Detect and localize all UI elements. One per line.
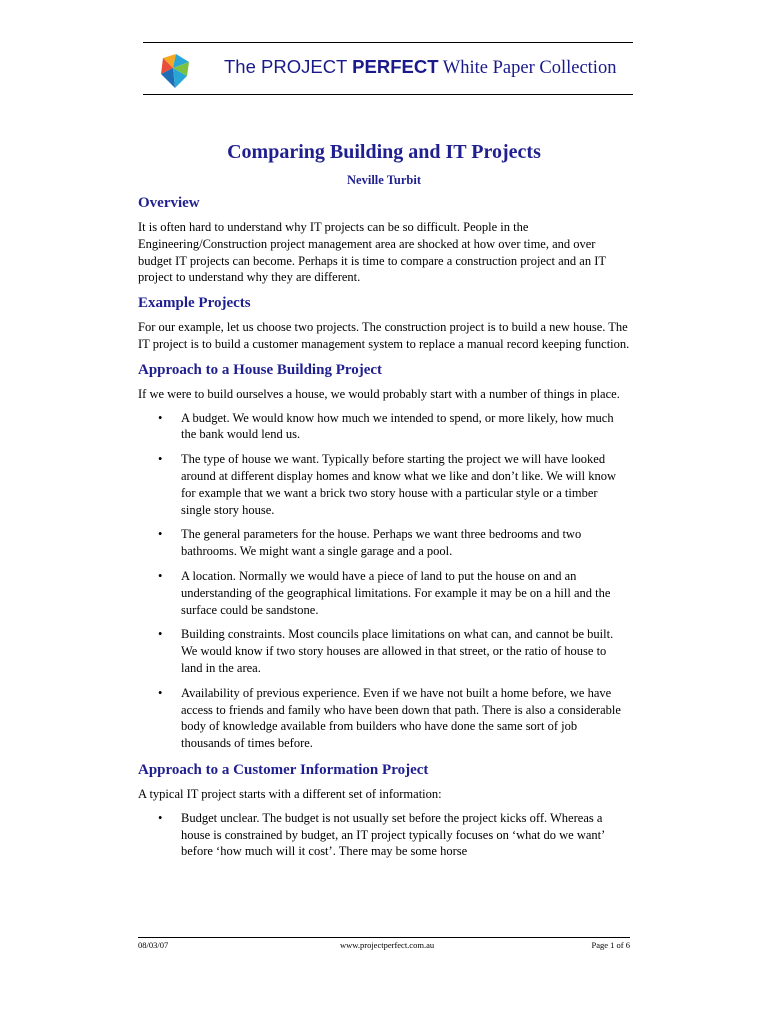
list-item: [138, 410, 630, 444]
section-heading: Example Projects: [138, 295, 251, 312]
header-title: [224, 56, 616, 79]
bullet-icon: •: [158, 627, 163, 642]
footer-page-number: Page 1 of 6: [591, 940, 630, 950]
list-item-text: A location. Normally we would have a piece of land to put the house on and an understanding of the geographical limitations. For example it may be on a hill and the surface could be sandstone.: [181, 568, 611, 617]
bullet-icon: •: [158, 527, 163, 542]
section-customer-project: [138, 760, 630, 860]
list-item: [138, 810, 630, 860]
section-heading: Overview: [138, 195, 200, 211]
document-body: [138, 193, 630, 868]
list-item-text: Building constraints. Most councils place limitations on what can, and cannot be built. We would know if two story houses are allowed in that street, or the ratio of house to land in the area.: [181, 627, 614, 675]
bullet-list: [138, 410, 630, 752]
list-item-text: The general parameters for the house. Perhaps we want three bedrooms and two bathrooms. We might want a single garage and a pool.: [181, 527, 582, 559]
document-author: Neville Turbit: [347, 173, 421, 187]
bullet-icon: •: [158, 452, 163, 467]
bullet-icon: •: [158, 685, 163, 700]
header-top-rule: [143, 42, 633, 43]
list-item: [138, 685, 630, 752]
list-item: [138, 626, 630, 676]
header-prefix: The PROJECT: [224, 56, 353, 77]
list-item-text: Budget unclear. The budget is not usually set before the project kicks off. Whereas a house is constrained by budget, an IT project typically focuses on ‘what do we want’ before ‘how much will it cost’. There may be some horse: [181, 810, 605, 859]
bullet-list: [138, 810, 630, 860]
list-item-text: A budget. We would know how much we intended to spend, or more likely, how much the bank would lend us.: [181, 410, 614, 442]
paragraph: It is often hard to understand why IT projects can be so difficult. People in the Engineering/Construction project management area are shocked at how over time, and over budget IT projects can become. Perhaps it is time to compare a construction project and an IT project to understand why they are different.: [138, 220, 606, 285]
list-item-text: Availability of previous experience. Even if we have not built a home before, we have access to friends and family who have been down that path. There is also a considerable body of knowledge available from builders who have done the same sort of job thousands of times before.: [181, 685, 621, 751]
header-suffix: White Paper Collection: [438, 58, 617, 78]
paragraph: A typical IT project starts with a different set of information:: [138, 786, 442, 801]
list-item: [138, 526, 630, 560]
section-heading: Approach to a House Building Project: [138, 361, 383, 378]
section-heading: Approach to a Customer Information Project: [138, 761, 429, 778]
header-brand: PERFECT: [352, 56, 439, 77]
footer-rule: [138, 937, 630, 938]
list-item: [138, 451, 630, 518]
bullet-icon: •: [158, 410, 163, 425]
footer-date: 08/03/07: [138, 940, 169, 950]
header-bottom-rule: [143, 94, 633, 95]
section-example-projects: [138, 293, 630, 353]
section-house-project: [138, 360, 630, 752]
list-item: [138, 568, 630, 618]
project-perfect-logo-icon: [157, 52, 195, 90]
footer-url: www.projectperfect.com.au: [340, 940, 435, 950]
list-item-text: The type of house we want. Typically before starting the project we will have looked around at different display homes and know what we like and don’t like. We will know for example that we want a brick two story house with a particular style or a timber single story house.: [181, 452, 617, 517]
paragraph: For our example, let us choose two projects. The construction project is to build a new house. The IT project is to build a customer management system to replace a manual record keeping function.: [138, 320, 630, 351]
bullet-icon: •: [158, 810, 163, 825]
paragraph: If we were to build ourselves a house, we would probably start with a number of things in place.: [138, 386, 620, 401]
section-overview: [138, 193, 630, 286]
document-title: Comparing Building and IT Projects: [227, 141, 541, 163]
bullet-icon: •: [158, 568, 163, 583]
